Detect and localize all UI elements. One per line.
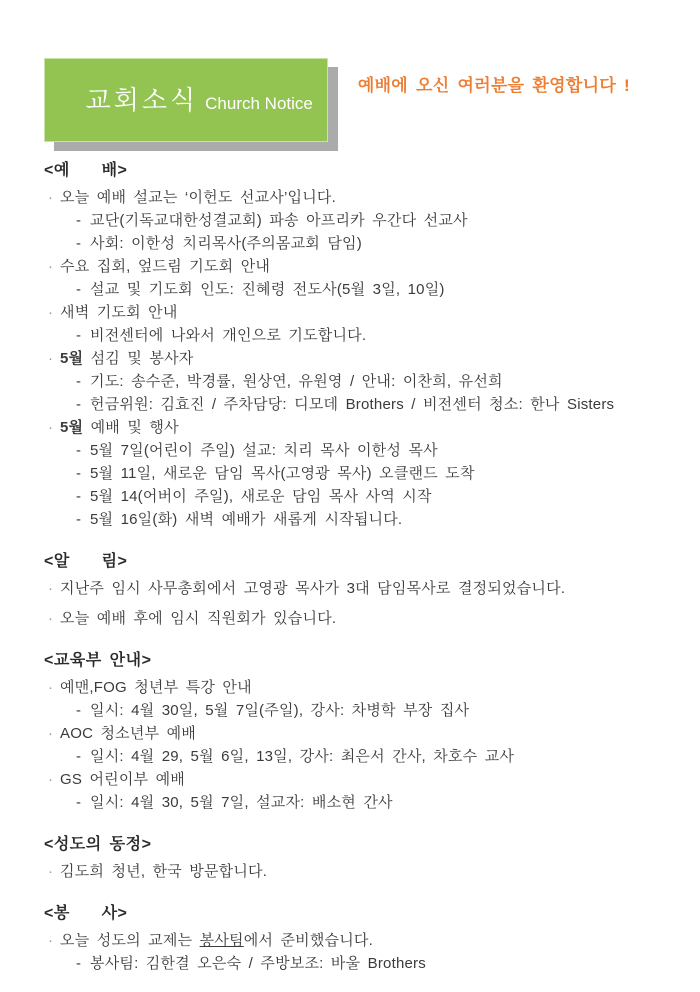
- line-text: 섬김 및 봉사자: [83, 350, 194, 367]
- dash-marker: -: [76, 281, 82, 298]
- dash-marker: -: [76, 955, 82, 972]
- title-badge: [44, 58, 328, 142]
- dash-marker: -: [76, 511, 82, 528]
- section-announcements: [44, 550, 670, 630]
- dash-marker: -: [76, 794, 82, 811]
- notice-line: [44, 768, 670, 791]
- line-text: 사회: 이한성 치리목사(주의몸교회 담임): [90, 235, 362, 252]
- line-text: 교단(기독교대한성결교회) 파송 아프리카 우간다 선교사: [90, 212, 468, 229]
- notice-line: [44, 324, 670, 347]
- line-text: 비전센터에 나와서 개인으로 기도합니다.: [90, 327, 367, 344]
- notice-line: [44, 370, 670, 393]
- notice-line: [44, 791, 670, 814]
- line-text: 5월 16일(화) 새벽 예배가 새롭게 시작됩니다.: [90, 511, 403, 528]
- bullet-marker: ·: [48, 419, 54, 436]
- welcome-message: 예배에 오신 여러분을 환영합니다 !: [357, 76, 631, 95]
- line-text: 설교 및 기도회 인도: 진혜령 전도사(5월 3일, 10일): [90, 281, 445, 298]
- section-worship: [44, 159, 670, 531]
- notice-line: [44, 485, 670, 508]
- bullet-marker: ·: [48, 771, 54, 788]
- line-text: 일시: 4월 29, 5월 6일, 13일, 강사: 최은서 간사, 차호수 교사: [90, 748, 515, 765]
- line-text: GS 어린이부 예배: [60, 771, 185, 788]
- line-text: 5월 11일, 새로운 담임 목사(고영광 목사) 오클랜드 도착: [90, 465, 475, 482]
- section-title: <성도의 동정>: [44, 836, 152, 853]
- notice-line: [44, 209, 670, 232]
- bullet-marker: ·: [48, 304, 54, 321]
- line-text: 오늘 성도의 교제는: [60, 932, 200, 949]
- dash-marker: -: [76, 212, 82, 229]
- dash-marker: -: [76, 327, 82, 344]
- line-text-bold: 5월: [60, 350, 84, 367]
- badge-title-english: Church Notice: [205, 94, 313, 113]
- line-text: 새벽 기도회 안내: [60, 304, 178, 321]
- notice-line: [44, 722, 670, 745]
- notice-line: [44, 607, 670, 630]
- line-text: 오늘 예배 설교는 ‘이헌도 선교사’입니다.: [60, 189, 336, 206]
- notice-line: [44, 393, 670, 416]
- bullet-marker: ·: [48, 725, 54, 742]
- notice-line: [44, 255, 670, 278]
- bullet-marker: ·: [48, 932, 54, 949]
- line-text: 수요 집회, 엎드림 기도회 안내: [60, 258, 271, 275]
- line-text: 기도: 송수준, 박경률, 원상연, 유원영 / 안내: 이찬희, 유선희: [90, 373, 503, 390]
- section-title: <알 림>: [44, 553, 128, 570]
- notice-line: [44, 929, 670, 952]
- bullet-marker: ·: [48, 350, 54, 367]
- section-title: <봉 사>: [44, 905, 128, 922]
- section-education: [44, 649, 670, 814]
- bullet-marker: ·: [48, 189, 54, 206]
- line-text: 일시: 4월 30일, 5월 7일(주일), 강사: 차병학 부장 집사: [90, 702, 470, 719]
- line-text-underlined: 봉사팀: [199, 932, 244, 949]
- section-title: <교육부 안내>: [44, 652, 152, 669]
- line-text: 헌금위원: 김효진 / 주차담당: 디모데 Brothers / 비전센터 청소: 한나 Sisters: [90, 396, 615, 413]
- line-text: 봉사팀: 김한결 오은숙 / 주방보조: 바울 Brothers: [90, 955, 426, 972]
- bullet-marker: ·: [48, 580, 54, 597]
- bullet-marker: ·: [48, 679, 54, 696]
- line-text: 지난주 임시 사무총회에서 고영광 목사가 3대 담임목사로 결정되었습니다.: [60, 580, 566, 597]
- dash-marker: -: [76, 488, 82, 505]
- notice-line: [44, 577, 670, 600]
- bullet-marker: ·: [48, 863, 54, 880]
- bullet-marker: ·: [48, 258, 54, 275]
- notice-line: [44, 186, 670, 209]
- dash-marker: -: [76, 373, 82, 390]
- dash-marker: -: [76, 465, 82, 482]
- badge-title-korean: 교회소식: [85, 85, 199, 115]
- line-text: 5월 14(어버이 주일), 새로운 담임 목사 사역 시작: [90, 488, 432, 505]
- notice-line: [44, 508, 670, 531]
- bullet-marker: ·: [48, 610, 54, 627]
- dash-marker: -: [76, 396, 82, 413]
- notice-line: [44, 301, 670, 324]
- notice-line: [44, 439, 670, 462]
- notice-line: [44, 232, 670, 255]
- notice-line: [44, 745, 670, 768]
- line-text: 오늘 예배 후에 임시 직원회가 있습니다.: [60, 610, 337, 627]
- line-text-bold: 5월: [60, 419, 84, 436]
- dash-marker: -: [76, 702, 82, 719]
- line-text: 예배 및 행사: [83, 419, 179, 436]
- line-text: 예맨,FOG 청년부 특강 안내: [60, 679, 252, 696]
- section-title: <예 배>: [44, 162, 128, 179]
- dash-marker: -: [76, 748, 82, 765]
- line-text: 김도희 청년, 한국 방문합니다.: [60, 863, 268, 880]
- line-text: 에서 준비했습니다.: [243, 932, 373, 949]
- section-service: [44, 902, 670, 975]
- notice-line: [44, 676, 670, 699]
- header: [44, 58, 670, 142]
- notice-line: [44, 347, 670, 370]
- notice-line: [44, 860, 670, 883]
- notice-line: [44, 278, 670, 301]
- notice-line: [44, 699, 670, 722]
- notice-line: [44, 462, 670, 485]
- dash-marker: -: [76, 235, 82, 252]
- notice-line: [44, 952, 670, 975]
- line-text: 5월 7일(어린이 주일) 설교: 치리 목사 이한성 목사: [90, 442, 438, 459]
- line-text: 일시: 4월 30, 5월 7일, 설교자: 배소현 간사: [90, 794, 393, 811]
- section-members-news: [44, 833, 670, 883]
- notice-line: [44, 416, 670, 439]
- dash-marker: -: [76, 442, 82, 459]
- line-text: AOC 청소년부 예배: [60, 725, 196, 742]
